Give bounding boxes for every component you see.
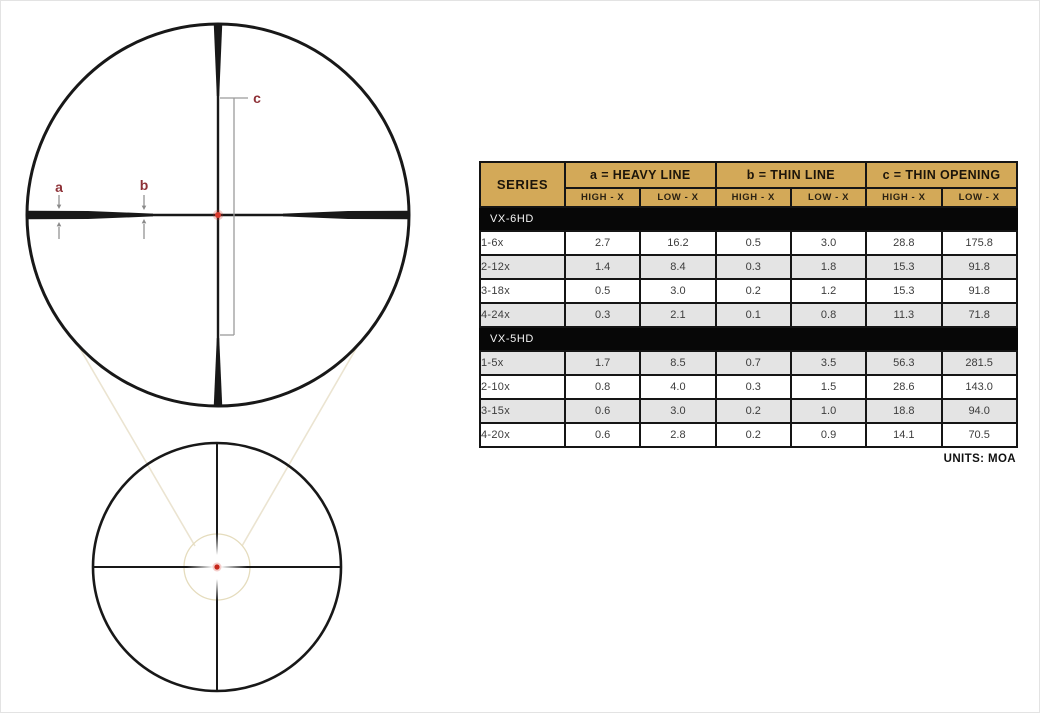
- value-cell: 14.1: [866, 423, 941, 447]
- value-cell: 0.5: [565, 279, 640, 303]
- center-red-dot: [215, 212, 221, 218]
- series-label: 3-18x: [480, 279, 565, 303]
- value-cell: 91.8: [942, 279, 1017, 303]
- series-label: 1-6x: [480, 231, 565, 255]
- subheader-high-x: HIGH - X: [716, 188, 791, 207]
- table-row: [480, 279, 1017, 303]
- value-cell: 0.8: [565, 375, 640, 399]
- value-cell: 71.8: [942, 303, 1017, 327]
- value-cell: 2.7: [565, 231, 640, 255]
- value-cell: 3.0: [640, 279, 715, 303]
- small-center-red-dot: [214, 564, 219, 569]
- value-cell: 0.3: [565, 303, 640, 327]
- table-row: [480, 255, 1017, 279]
- subheader-low-x: LOW - X: [791, 188, 866, 207]
- zoom-cone-line-left: [79, 347, 195, 546]
- reticle-diagram: [1, 1, 441, 713]
- subheader-low-x: LOW - X: [640, 188, 715, 207]
- value-cell: 8.4: [640, 255, 715, 279]
- a-arrow-top-head-icon: [57, 205, 62, 209]
- value-cell: 91.8: [942, 255, 1017, 279]
- section-band-vx-5hd: VX-5HD: [480, 327, 1017, 351]
- series-label: 3-15x: [480, 399, 565, 423]
- column-group-thin-opening: c = THIN OPENING: [866, 162, 1017, 188]
- subheader-low-x: LOW - X: [942, 188, 1017, 207]
- value-cell: 94.0: [942, 399, 1017, 423]
- value-cell: 0.8: [791, 303, 866, 327]
- value-cell: 0.6: [565, 423, 640, 447]
- value-cell: 3.5: [791, 351, 866, 375]
- series-label: 2-12x: [480, 255, 565, 279]
- label-a: a: [55, 179, 63, 195]
- table-row: [480, 423, 1017, 447]
- column-group-heavy-line: a = HEAVY LINE: [565, 162, 716, 188]
- value-cell: 0.9: [791, 423, 866, 447]
- value-cell: 15.3: [866, 279, 941, 303]
- value-cell: 56.3: [866, 351, 941, 375]
- column-header-series: SERIES: [480, 162, 565, 207]
- value-cell: 3.0: [640, 399, 715, 423]
- table-row: [480, 399, 1017, 423]
- series-label: 4-20x: [480, 423, 565, 447]
- heavy-post-bottom: [214, 338, 222, 405]
- value-cell: 143.0: [942, 375, 1017, 399]
- value-cell: 2.1: [640, 303, 715, 327]
- subheader-high-x: HIGH - X: [866, 188, 941, 207]
- value-cell: 1.4: [565, 255, 640, 279]
- a-arrow-bottom-head-icon: [57, 222, 62, 226]
- value-cell: 0.2: [716, 279, 791, 303]
- value-cell: 1.8: [791, 255, 866, 279]
- table-row: [480, 231, 1017, 255]
- zoom-cone-line-right: [242, 347, 357, 546]
- value-cell: 0.3: [716, 255, 791, 279]
- value-cell: 281.5: [942, 351, 1017, 375]
- value-cell: 0.5: [716, 231, 791, 255]
- section-band-vx-6hd: VX-6HD: [480, 207, 1017, 231]
- subtension-table-area: [479, 161, 1016, 465]
- value-cell: 1.0: [791, 399, 866, 423]
- value-cell: 1.2: [791, 279, 866, 303]
- label-c: c: [253, 90, 261, 106]
- heavy-post-left: [28, 211, 153, 219]
- subtension-table: [479, 161, 1018, 448]
- value-cell: 1.7: [565, 351, 640, 375]
- value-cell: 0.2: [716, 423, 791, 447]
- value-cell: 0.7: [716, 351, 791, 375]
- table-row: [480, 375, 1017, 399]
- table-row: [480, 351, 1017, 375]
- value-cell: 2.8: [640, 423, 715, 447]
- value-cell: 70.5: [942, 423, 1017, 447]
- label-b: b: [139, 177, 149, 193]
- column-group-thin-line: b = THIN LINE: [716, 162, 867, 188]
- value-cell: 0.2: [716, 399, 791, 423]
- value-cell: 11.3: [866, 303, 941, 327]
- value-cell: 0.3: [716, 375, 791, 399]
- heavy-post-right: [283, 211, 408, 219]
- value-cell: 1.5: [791, 375, 866, 399]
- b-arrow-top-head-icon: [142, 206, 147, 210]
- value-cell: 8.5: [640, 351, 715, 375]
- value-cell: 28.6: [866, 375, 941, 399]
- series-label: 1-5x: [480, 351, 565, 375]
- value-cell: 175.8: [942, 231, 1017, 255]
- value-cell: 16.2: [640, 231, 715, 255]
- value-cell: 4.0: [640, 375, 715, 399]
- table-row: [480, 303, 1017, 327]
- units-footnote: UNITS: MOA: [943, 453, 1016, 465]
- value-cell: 28.8: [866, 231, 941, 255]
- b-arrow-bottom-head-icon: [142, 219, 147, 223]
- series-label: 2-10x: [480, 375, 565, 399]
- value-cell: 0.6: [565, 399, 640, 423]
- value-cell: 0.1: [716, 303, 791, 327]
- heavy-post-top: [214, 25, 222, 96]
- value-cell: 3.0: [791, 231, 866, 255]
- value-cell: 15.3: [866, 255, 941, 279]
- subheader-high-x: HIGH - X: [565, 188, 640, 207]
- value-cell: 18.8: [866, 399, 941, 423]
- series-label: 4-24x: [480, 303, 565, 327]
